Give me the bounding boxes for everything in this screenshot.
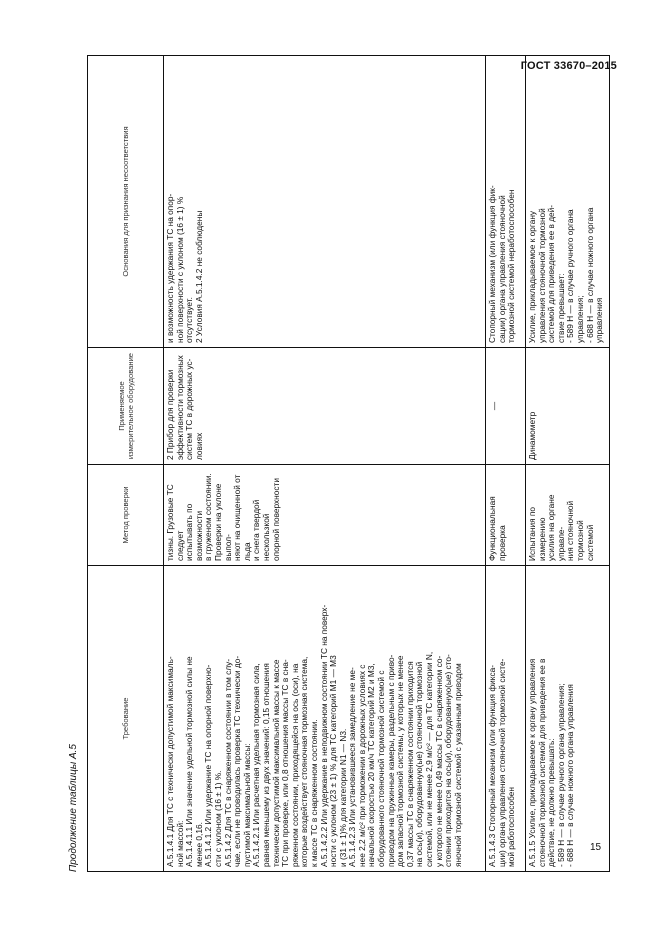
standard-number: ГОСТ 33670–2015 (520, 60, 617, 72)
method-cell: тизны. Грузовые ТС следует испытывать по возможности в груженом состоянии. Проверки на уклоне выпол- няют на очищенной от льда и снега твердой нескользкой опорной поверхности (164, 465, 486, 566)
equipment-cell: 2 Прибор для проверки эффективности тормозных систем ТС в дорожных ус- ловиях (164, 348, 486, 465)
grounds-cell: Усилие, прикладываемое к органу управления стояночной тормозной системой для приведения ее в дей- ствие превышает: - 589 Н — в случае ручного органа управления; - 688 Н — в случае ножного органа управления (526, 56, 610, 348)
method-cell: Испытания по измерению усилия на органе управле- ния стояночной тормозной системой (526, 465, 610, 566)
column-header-requirement: Требование (88, 566, 164, 872)
table-header-row (88, 56, 164, 872)
column-header-method: Метод проверки (88, 465, 164, 566)
table-row (526, 56, 610, 872)
rotated-table-block (64, 92, 606, 872)
column-header-grounds: Основания для признания несоответствия (88, 56, 164, 348)
requirement-cell: А.5.1.4.1 Для ТС с технически допустимой максималь- ной массой: А.5.1.4.1.1 Или значение удельной тормозной силы не менее 0,16. А.5.1.4.1.2 Или удержание ТС на опорной поверхно- сти с уклоном (16 ± 1) %. А.5.1.4.2 Для ТС в снаряженном состоянии в том слу- чае, если не проводилась проверка ТС технически до- пустимой максимальной массы: А.5.1.4.2.1 Или расчетная удельная тормозная сила, равная меньшему из двух значений: 0,15 отношения технически допустимой максимальной массы к массе ТС при проверке, или 0,8 отношения массы ТС в сна- ряженном состоянии, приходящейся на ось (оси), на которые воздействует стояночная тормозная система, к массе ТС в снаряженном состоянии. А.5.1.4.2.2 Или удержание в неподвижном состоянии ТС на поверх- ности с уклоном (23 ± 1) % для ТС категорий M1 — M3 и (31 ± 1)% для категории N1 — N3. А.5.1.4.2.3 Или установившееся замедление не ме- нее 2,2 м/с² при торможении в дорожных условиях с начальной скоростью 20 км/ч ТС категорий M2 и M3, оборудованного стояночной тормозной системой с приводом на пружинные камеры, раздельным с приво- дом запасной тормозной системы, у которых не менее 0,37 массы ТС в снаряженном состоянии приходится на ось(и), оборудованную(ые) стояночной тормозной системой, или не менее 2,9 м/с² — для ТС категории N, у которого не менее 0,49 массы ТС в снаряженном со- стоянии приходится на ось(и), оборудованную(ые) сто- яночной тормозной системой с указанным приводом (164, 566, 486, 872)
equipment-cell: — (486, 348, 526, 465)
grounds-cell: Стопорный механизм (или функция фик- сации) органа управления стояночной тормозной системой неработоспособен (486, 56, 526, 348)
requirement-cell: А.5.1.5 Усилие, прикладываемое к органу управления стояночной тормозной системой для приведения ее в действие, не должно превышать: - 589 Н — в случае ручного органа управления; - 688 Н — в случае ножного органа управления (526, 566, 610, 872)
equipment-cell: Динамометр (526, 348, 610, 465)
table-row (164, 56, 486, 872)
table-row (486, 56, 526, 872)
method-cell: Функциональная проверка (486, 465, 526, 566)
grounds-cell: и возможность удержания ТС на опор- ной поверхности с уклоном (16 ± 1) % отсутствует. 2 Условия А.5.1.4.2 не соблюдены (164, 56, 486, 348)
column-header-equipment: Применяемое измерительное оборудование (88, 348, 164, 465)
requirements-table (87, 55, 610, 872)
table-caption: Продолжение таблицы А.5 (68, 744, 79, 872)
page-number: 15 (590, 842, 602, 853)
requirement-cell: А.5.1.4.3 Стопорный механизм (или функция фикса- ции) органа управления стояночной тормозной систе- мой работоспособен (486, 566, 526, 872)
